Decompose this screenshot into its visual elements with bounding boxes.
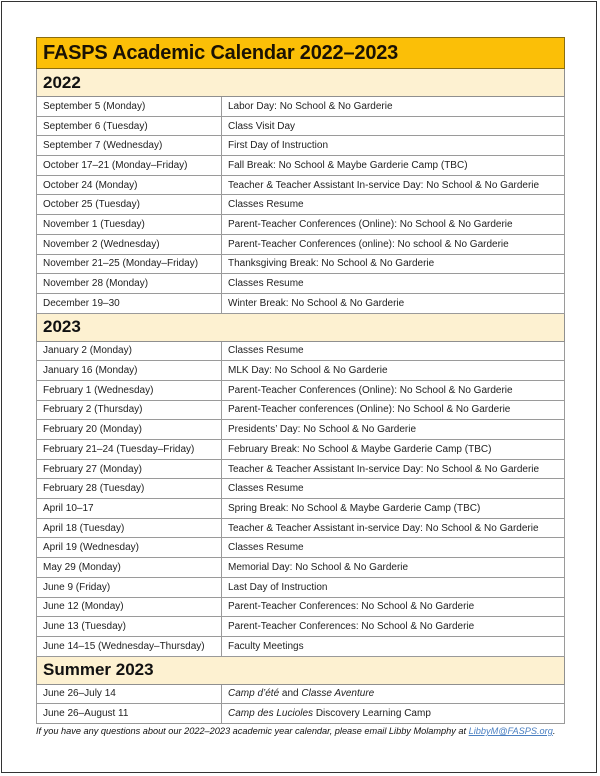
date-cell: April 18 (Tuesday) bbox=[37, 518, 222, 538]
table-row bbox=[37, 597, 565, 617]
event-cell: Parent-Teacher Conferences: No School & No Garderie bbox=[222, 597, 565, 617]
date-cell: June 26–August 11 bbox=[37, 704, 222, 724]
date-cell: January 16 (Monday) bbox=[37, 361, 222, 381]
event-cell: MLK Day: No School & No Garderie bbox=[222, 361, 565, 381]
table-row bbox=[37, 704, 565, 724]
date-cell: February 28 (Tuesday) bbox=[37, 479, 222, 499]
event-cell: Teacher & Teacher Assistant In-service Day: No School & No Garderie bbox=[222, 175, 565, 195]
footer-suffix: . bbox=[552, 726, 556, 736]
table-row bbox=[37, 254, 565, 274]
event-cell: Presidents’ Day: No School & No Garderie bbox=[222, 420, 565, 440]
date-cell: December 19–30 bbox=[37, 293, 222, 313]
date-cell: November 28 (Monday) bbox=[37, 274, 222, 294]
section-header-row bbox=[37, 656, 565, 684]
footer-text: If you have any questions about our 2022–2023 academic year calendar, please email Libby Molamphy at bbox=[36, 726, 469, 736]
section-heading: 2022 bbox=[37, 69, 565, 97]
event-cell: Teacher & Teacher Assistant In-service Day: No School & No Garderie bbox=[222, 459, 565, 479]
event-cell: Parent-Teacher Conferences (Online): No School & No Garderie bbox=[222, 380, 565, 400]
event-text: and bbox=[279, 688, 302, 700]
event-cell: Classes Resume bbox=[222, 341, 565, 361]
event-cell: Fall Break: No School & Maybe Garderie Camp (TBC) bbox=[222, 156, 565, 176]
event-cell bbox=[222, 684, 565, 704]
date-cell: April 10–17 bbox=[37, 499, 222, 519]
calendar-table bbox=[36, 37, 565, 724]
table-row bbox=[37, 479, 565, 499]
table-row bbox=[37, 459, 565, 479]
event-cell: Winter Break: No School & No Garderie bbox=[222, 293, 565, 313]
table-row bbox=[37, 136, 565, 156]
date-cell: February 27 (Monday) bbox=[37, 459, 222, 479]
date-cell: January 2 (Monday) bbox=[37, 341, 222, 361]
event-cell: February Break: No School & Maybe Garderie Camp (TBC) bbox=[222, 440, 565, 460]
email-link[interactable]: LibbyM@FASPS.org bbox=[468, 726, 553, 736]
table-row bbox=[37, 195, 565, 215]
table-row bbox=[37, 215, 565, 235]
table-row bbox=[37, 558, 565, 578]
date-cell: October 17–21 (Monday–Friday) bbox=[37, 156, 222, 176]
date-cell: October 24 (Monday) bbox=[37, 175, 222, 195]
event-cell: Classes Resume bbox=[222, 195, 565, 215]
date-cell: June 9 (Friday) bbox=[37, 577, 222, 597]
event-cell: Classes Resume bbox=[222, 479, 565, 499]
event-cell: Last Day of Instruction bbox=[222, 577, 565, 597]
table-row bbox=[37, 274, 565, 294]
table-row bbox=[37, 361, 565, 381]
date-cell: November 1 (Tuesday) bbox=[37, 215, 222, 235]
title-row bbox=[37, 38, 565, 69]
section-header-row bbox=[37, 69, 565, 97]
camp-name: Classe Aventure bbox=[301, 688, 375, 700]
event-cell: Memorial Day: No School & No Garderie bbox=[222, 558, 565, 578]
date-cell: June 13 (Tuesday) bbox=[37, 617, 222, 637]
event-cell: Teacher & Teacher Assistant in-service Day: No School & No Garderie bbox=[222, 518, 565, 538]
table-row bbox=[37, 636, 565, 656]
table-row bbox=[37, 341, 565, 361]
event-cell: Parent-Teacher conferences (Online): No School & No Garderie bbox=[222, 400, 565, 420]
date-cell: April 19 (Wednesday) bbox=[37, 538, 222, 558]
table-row bbox=[37, 380, 565, 400]
date-cell: February 20 (Monday) bbox=[37, 420, 222, 440]
event-cell: Parent-Teacher Conferences (Online): No School & No Garderie bbox=[222, 215, 565, 235]
table-row bbox=[37, 499, 565, 519]
camp-name: Camp des Lucioles bbox=[228, 708, 314, 720]
calendar-title: FASPS Academic Calendar 2022–2023 bbox=[37, 38, 565, 69]
event-text: Discovery Learning Camp bbox=[313, 708, 431, 720]
event-cell: First Day of Instruction bbox=[222, 136, 565, 156]
date-cell: June 12 (Monday) bbox=[37, 597, 222, 617]
table-row bbox=[37, 156, 565, 176]
event-cell: Labor Day: No School & No Garderie bbox=[222, 97, 565, 117]
table-row bbox=[37, 175, 565, 195]
table-row bbox=[37, 617, 565, 637]
section-heading: 2023 bbox=[37, 313, 565, 341]
table-row bbox=[37, 440, 565, 460]
event-cell: Class Visit Day bbox=[222, 116, 565, 136]
event-cell: Faculty Meetings bbox=[222, 636, 565, 656]
event-cell: Spring Break: No School & Maybe Garderie Camp (TBC) bbox=[222, 499, 565, 519]
date-cell: September 6 (Tuesday) bbox=[37, 116, 222, 136]
section-heading: Summer 2023 bbox=[37, 656, 565, 684]
event-cell bbox=[222, 704, 565, 724]
event-cell: Classes Resume bbox=[222, 274, 565, 294]
table-row bbox=[37, 577, 565, 597]
event-cell: Classes Resume bbox=[222, 538, 565, 558]
table-row bbox=[37, 538, 565, 558]
date-cell: September 7 (Wednesday) bbox=[37, 136, 222, 156]
table-row bbox=[37, 518, 565, 538]
table-row bbox=[37, 293, 565, 313]
table-row bbox=[37, 684, 565, 704]
date-cell: October 25 (Tuesday) bbox=[37, 195, 222, 215]
table-row bbox=[37, 400, 565, 420]
date-cell: November 21–25 (Monday–Friday) bbox=[37, 254, 222, 274]
camp-name: Camp d’été bbox=[228, 688, 280, 700]
table-row bbox=[37, 97, 565, 117]
table-row bbox=[37, 420, 565, 440]
table-row bbox=[37, 116, 565, 136]
date-cell: June 26–July 14 bbox=[37, 684, 222, 704]
date-cell: February 1 (Wednesday) bbox=[37, 380, 222, 400]
event-cell: Parent-Teacher Conferences: No School & No Garderie bbox=[222, 617, 565, 637]
date-cell: May 29 (Monday) bbox=[37, 558, 222, 578]
date-cell: June 14–15 (Wednesday–Thursday) bbox=[37, 636, 222, 656]
section-header-row bbox=[37, 313, 565, 341]
date-cell: September 5 (Monday) bbox=[37, 97, 222, 117]
event-cell: Parent-Teacher Conferences (online): No school & No Garderie bbox=[222, 234, 565, 254]
date-cell: November 2 (Wednesday) bbox=[37, 234, 222, 254]
date-cell: February 21–24 (Tuesday–Friday) bbox=[37, 440, 222, 460]
event-cell: Thanksgiving Break: No School & No Garderie bbox=[222, 254, 565, 274]
date-cell: February 2 (Thursday) bbox=[37, 400, 222, 420]
table-row bbox=[37, 234, 565, 254]
footer-note bbox=[36, 726, 576, 736]
